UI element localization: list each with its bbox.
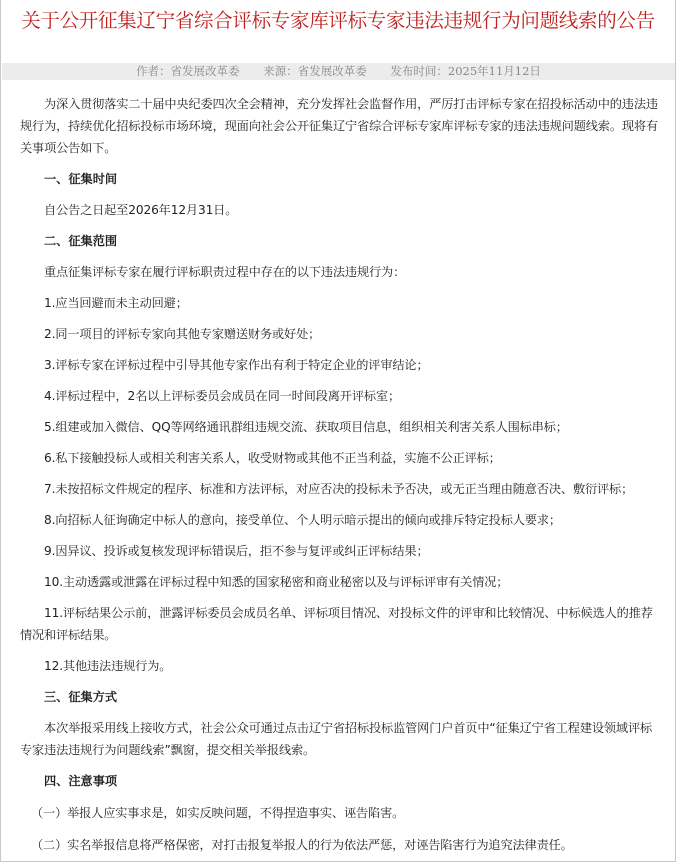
section-heading-scope: 二、征集范围 [44, 234, 118, 248]
list-item: 12.其他违法违规行为。 [44, 659, 172, 673]
section-heading-method: 三、征集方式 [44, 690, 118, 704]
list-item: 7.未按招标文件规定的程序、标准和方法评标，对应否决的投标未予否决，或无正当理由随意否决、敷衍评标； [44, 482, 634, 496]
article-body [20, 93, 662, 856]
list-item: 10.主动透露或泄露在评标过程中知悉的国家秘密和商业秘密以及与评标评审有关情况； [44, 575, 509, 589]
article-title: 关于公开征集辽宁省综合评标专家库评标专家违法违规行为问题线索的公告 [21, 9, 655, 32]
paragraph: 本次举报采用线上接收方式，社会公众可通过点击辽宁省招标投标监管网门户首页中“征集辽宁省工程建设领域评标专家违法违规行为问题线索”飘窗，提交相关举报线索。 [20, 721, 653, 757]
article-publish-time: 发布时间：2025年11月12日 [390, 64, 541, 78]
list-item: 3.评标专家在评标过程中引导其他专家作出有利于特定企业的评审结论； [44, 358, 429, 372]
list-item: 9.因异议、投诉或复核发现评标错误后，拒不参与复评或纠正评标结果； [44, 544, 429, 558]
intro-paragraph: 为深入贯彻落实二十届中央纪委四次全会精神，充分发挥社会监督作用，严厉打击评标专家在招投标活动中的违法违规行为，持续优化招标投标市场环境，现面向社会公开征集辽宁省综合评标专家库评标专家的违法违规问题线索。现将有关事项公告如下。 [20, 97, 658, 155]
paragraph: 重点征集评标专家在履行评标职责过程中存在的以下违法违规行为： [44, 265, 406, 279]
list-item: 5.组建或加入微信、QQ等网络通讯群组违规交流、获取项目信息，组织相关利害关系人围标串标； [44, 420, 568, 434]
section-heading-time: 一、征集时间 [44, 172, 118, 186]
section-heading-notes: 四、注意事项 [44, 774, 118, 788]
note-item: （一）举报人应实事求是，如实反映问题，不得捏造事实、诬告陷害。 [31, 806, 405, 820]
list-item: 6.私下接触投标人或相关利害关系人，收受财物或其他不正当利益，实施不公正评标； [44, 451, 501, 465]
article-source: 来源：省发展改革委 [263, 64, 367, 78]
article-meta-bar [2, 63, 675, 80]
note-item: （二）实名举报信息将严格保密，对打击报复举报人的行为依法严惩，对诬告陷害行为追究法律责任。 [31, 838, 573, 852]
list-item: 4.评标过程中，2名以上评标委员会成员在同一时间段离开评标室； [44, 389, 400, 403]
list-item: 11.评标结果公示前，泄露评标委员会成员名单、评标项目情况、对投标文件的评审和比较情况、中标候选人的推荐情况和评标结果。 [20, 606, 653, 642]
list-item: 2.同一项目的评标专家向其他专家赠送财务或好处； [44, 327, 321, 341]
list-item: 8.向招标人征询确定中标人的意向，接受单位、个人明示暗示提出的倾向或排斥特定投标人要求； [44, 513, 561, 527]
list-item: 1.应当回避而未主动回避； [44, 296, 188, 310]
article-author: 作者：省发展改革委 [136, 64, 240, 78]
paragraph: 自公告之日起至2026年12月31日。 [44, 203, 238, 217]
